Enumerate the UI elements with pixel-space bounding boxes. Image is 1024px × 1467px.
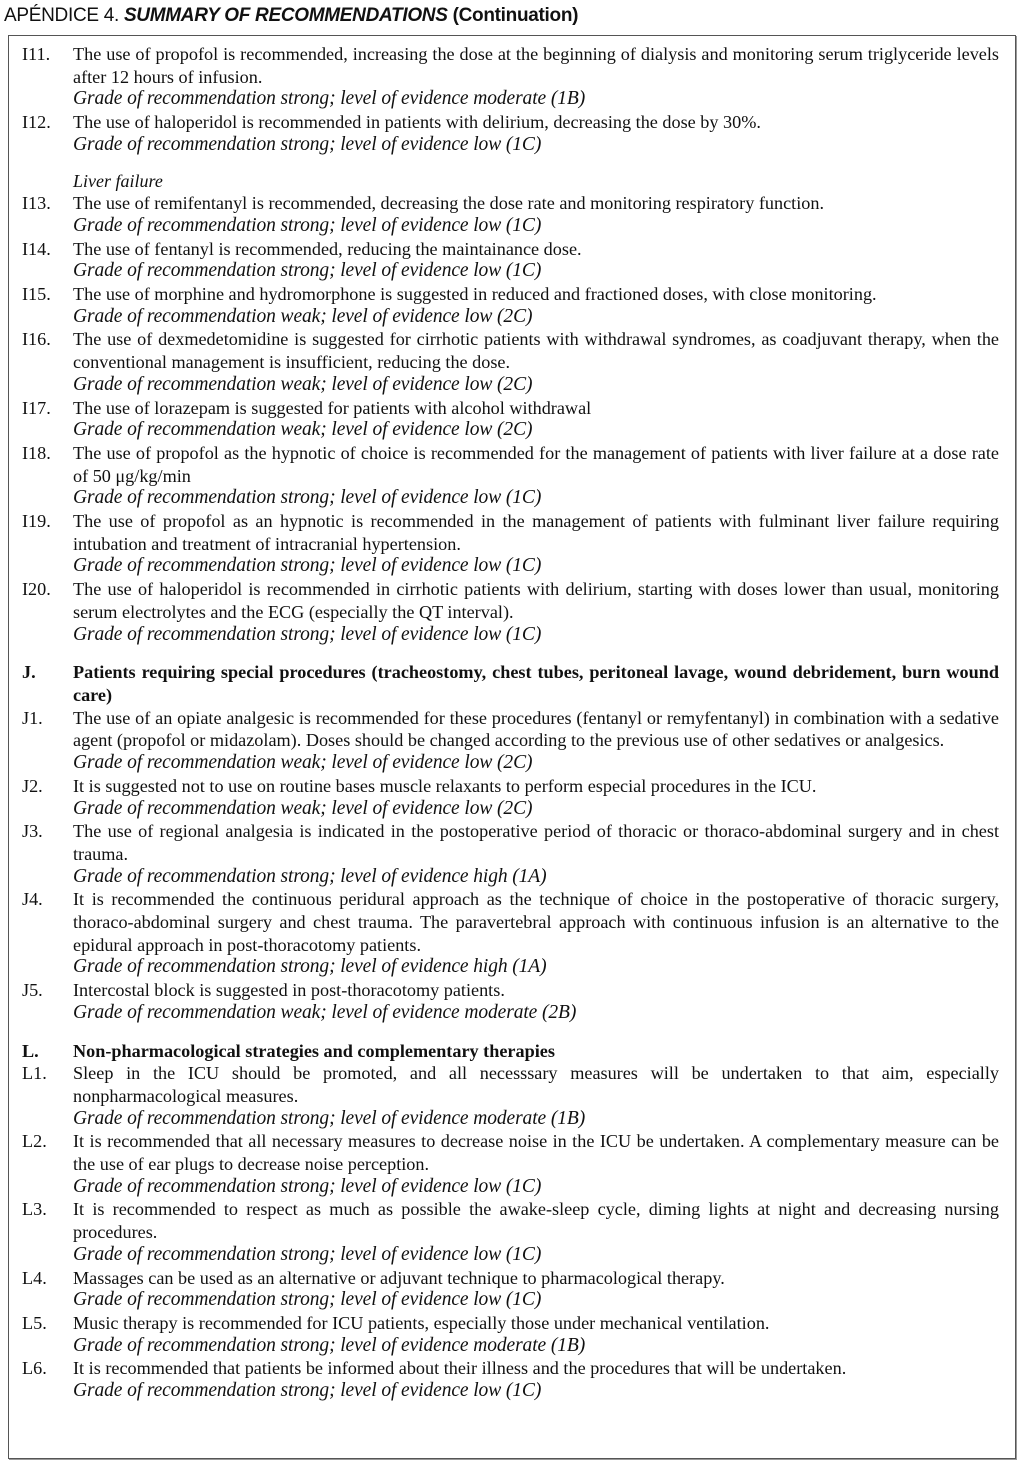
item-id: L3.	[22, 1199, 47, 1220]
item-grade: Grade of recommendation strong; level of evidence low (1C)	[73, 1175, 542, 1197]
item-grade: Grade of recommendation strong; level of evidence low (1C)	[73, 1243, 542, 1265]
item-text: The use of remifentanyl is recommended, decreasing the dose rate and monitoring respiratory function.	[73, 193, 824, 214]
section-id: J.	[22, 662, 36, 683]
item-grade: Grade of recommendation weak; level of evidence moderate (2B)	[73, 1001, 577, 1023]
item-text: Sleep in the ICU should be promoted, and all necesssary measures will be undertaken to that aim, especially nonpharmacological measures.	[73, 1063, 999, 1106]
item-id: I15.	[22, 284, 51, 305]
item-grade: Grade of recommendation strong; level of evidence low (1C)	[73, 623, 542, 645]
item-grade: Grade of recommendation weak; level of evidence low (2C)	[73, 419, 533, 441]
item-grade: Grade of recommendation strong; level of evidence low (1C)	[73, 1380, 542, 1402]
item-grade: Grade of recommendation strong; level of evidence moderate (1B)	[73, 1107, 586, 1129]
recommendation-L5	[9, 1312, 1015, 1357]
recommendation-J3	[9, 820, 1015, 888]
item-text: It is suggested not to use on routine bases muscle relaxants to perform especial procedures in the ICU.	[73, 775, 817, 796]
item-id: J2.	[22, 775, 43, 796]
item-grade: Grade of recommendation strong; level of evidence high (1A)	[73, 865, 547, 887]
item-id: L5.	[22, 1312, 47, 1333]
item-text: Music therapy is recommended for ICU patients, especially those under mechanical ventilation.	[73, 1312, 770, 1333]
recommendation-J4	[9, 888, 1015, 979]
item-text: The use of propofol is recommended, increasing the dose at the beginning of dialysis and monitoring serum triglyceride levels after 12 hours of infusion.	[73, 44, 999, 87]
item-grade: Grade of recommendation weak; level of evidence low (2C)	[73, 305, 533, 327]
item-grade: Grade of recommendation weak; level of evidence low (2C)	[73, 373, 533, 395]
item-grade: Grade of recommendation strong; level of evidence low (1C)	[73, 555, 542, 577]
appendix-label: APÉNDICE 4.	[4, 5, 124, 26]
item-id: I13.	[22, 193, 51, 214]
item-id: I14.	[22, 238, 51, 259]
item-id: L6.	[22, 1358, 47, 1379]
spacer	[9, 157, 1015, 170]
item-id: L1.	[22, 1063, 47, 1084]
item-text: The use of propofol as an hypnotic is recommended in the management of patients with fulminant liver failure requiring intubation and treatment of intracranial hypertension.	[73, 511, 999, 554]
item-text: The use of lorazepam is suggested for patients with alcohol withdrawal	[73, 397, 592, 418]
item-grade: Grade of recommendation strong; level of evidence moderate (1B)	[73, 1334, 586, 1356]
recommendation-I19	[9, 510, 1015, 578]
recommendation-I11	[9, 43, 1015, 111]
recommendation-J2	[9, 775, 1015, 820]
recommendation-I12	[9, 111, 1015, 156]
item-grade: Grade of recommendation strong; level of evidence low (1C)	[73, 1289, 542, 1311]
summary-title: SUMMARY OF RECOMMENDATIONS	[123, 5, 448, 26]
recommendation-L2	[9, 1130, 1015, 1198]
recommendation-I14	[9, 238, 1015, 283]
item-grade: Grade of recommendation weak; level of evidence low (2C)	[73, 752, 533, 774]
item-text: The use of propofol as the hypnotic of choice is recommended for the management of patients with liver failure at a dose rate of 50 μg/kg/min	[73, 442, 999, 486]
item-text: It is recommended that patients be informed about their illness and the procedures that will be undertaken.	[73, 1358, 847, 1379]
item-id: J5.	[22, 980, 43, 1001]
item-id: I19.	[22, 511, 51, 532]
recommendations-list	[9, 43, 1015, 1403]
item-id: I20.	[22, 579, 51, 600]
item-text: The use of fentanyl is recommended, reducing the maintainance dose.	[73, 238, 582, 259]
item-id: J1.	[22, 707, 43, 728]
item-id: I12.	[22, 112, 51, 133]
item-text: The use of morphine and hydromorphone is suggested in reduced and fractioned doses, with close monitoring.	[73, 284, 877, 305]
item-text: It is recommended that all necessary measures to decrease noise in the ICU be undertaken. A complementary measure can be the use of ear plugs to decrease noise perception.	[73, 1131, 999, 1175]
item-grade: Grade of recommendation strong; level of evidence low (1C)	[73, 214, 542, 236]
recommendation-I17	[9, 397, 1015, 442]
recommendation-L1	[9, 1062, 1015, 1130]
item-text: It is recommended to respect as much as possible the awake-sleep cycle, diming lights at night and decreasing nursing procedures.	[73, 1199, 999, 1243]
item-text: The use of haloperidol is recommended in cirrhotic patients with delirium, starting with doses lower than usual, monitoring serum electrolytes and the ECG (especially the QT interval).	[73, 579, 999, 622]
recommendation-L3	[9, 1198, 1015, 1266]
section-title: Patients requiring special procedures (tracheostomy, chest tubes, peritoneal lavage, wound debridement, burn wound care)	[73, 662, 999, 705]
item-text: It is recommended the continuous peridural approach as the technique of choice in the postoperative of thoracic surgery, thoraco-abdominal surgery and chest trauma. The paravertebral approach with continuous infusion is an alternative to the epidural approach in post-thoracotomy patients.	[73, 889, 999, 955]
liver-failure-subheading: Liver failure	[73, 170, 163, 191]
item-text: The use of regional analgesia is indicated in the postoperative period of thoracic or thoraco-abdominal surgery and in chest trauma.	[73, 821, 999, 864]
item-grade: Grade of recommendation weak; level of evidence low (2C)	[73, 797, 533, 819]
recommendation-J5	[9, 979, 1015, 1024]
item-id: L2.	[22, 1131, 47, 1152]
page-title	[4, 5, 578, 27]
item-id: L4.	[22, 1267, 47, 1288]
item-text: The use of dexmedetomidine is suggested for cirrhotic patients with withdrawal syndromes, as coadjuvant therapy, when the conventional management is insufficient, reducing the dose.	[73, 329, 999, 373]
recommendation-L6	[9, 1357, 1015, 1402]
recommendation-J1	[9, 707, 1015, 775]
recommendation-I18	[9, 442, 1015, 510]
section-title: Non-pharmacological strategies and complementary therapies	[73, 1040, 555, 1061]
item-id: J4.	[22, 889, 43, 910]
item-grade: Grade of recommendation strong; level of evidence low (1C)	[73, 260, 542, 282]
item-text: The use of an opiate analgesic is recommended for these procedures (fentanyl or remyfentanyl) in combination with a sedative agent (propofol or midazolam). Doses should be changed according to the previous use of other sedatives or analgesics.	[73, 707, 999, 751]
continuation-label: (Continuation)	[447, 5, 579, 26]
item-text: The use of haloperidol is recommended in patients with delirium, decreasing the dose by 30%.	[73, 112, 761, 133]
item-id: I11.	[22, 44, 51, 64]
item-text: Intercostal block is suggested in post-thoracotomy patients.	[73, 980, 505, 1001]
item-grade: Grade of recommendation strong; level of evidence low (1C)	[73, 133, 542, 155]
item-id: J3.	[22, 821, 43, 842]
item-grade: Grade of recommendation strong; level of evidence high (1A)	[73, 956, 547, 978]
recommendations-box	[8, 35, 1016, 1459]
spacer	[9, 1025, 1015, 1040]
item-id: I18.	[22, 442, 51, 463]
section-l-heading	[9, 1040, 1015, 1063]
section-j-heading	[9, 661, 1015, 706]
recommendation-I15	[9, 283, 1015, 328]
item-grade: Grade of recommendation strong; level of evidence low (1C)	[73, 487, 542, 509]
item-text: Massages can be used as an alternative or adjuvant technique to pharmacological therapy.	[73, 1267, 725, 1288]
item-id: I17.	[22, 397, 51, 418]
section-id: L.	[22, 1040, 39, 1061]
recommendation-L4	[9, 1267, 1015, 1312]
recommendation-I13	[9, 192, 1015, 237]
recommendation-I20	[9, 578, 1015, 646]
item-id: I16.	[22, 329, 51, 350]
recommendation-I16	[9, 328, 1015, 396]
item-grade: Grade of recommendation strong; level of evidence moderate (1B)	[73, 88, 586, 110]
spacer	[9, 646, 1015, 661]
